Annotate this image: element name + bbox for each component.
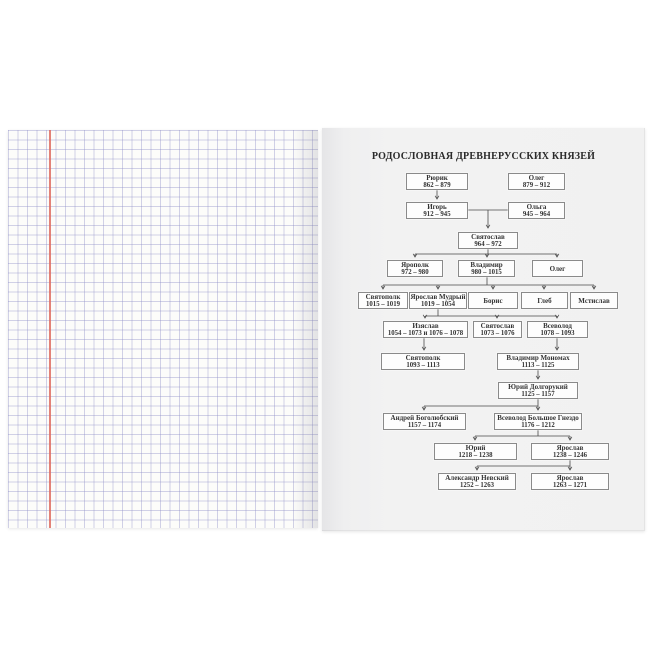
person-name: Ярополк [401,260,429,269]
person-box-svyatopolk-2 [381,353,465,370]
person-box-olga [508,202,565,219]
person-name: Всеволод [543,321,572,330]
person-box-svyatoslav-2 [473,321,522,338]
person-years: 1252 – 1263 [460,481,494,489]
person-name: Олег [549,264,566,273]
person-years: 1263 – 1271 [553,481,587,489]
person-name: Мстислав [578,296,610,305]
person-box-yaroslav-2 [531,443,609,460]
person-box-yaroslav-3 [531,473,609,490]
person-name: Ярослав Мудрый [410,292,466,301]
person-years: 1238 – 1246 [553,451,587,459]
person-box-yury [434,443,517,460]
person-name: Игорь [427,202,447,211]
person-box-vsevolod-bolshoe-gnezdo [494,413,582,430]
person-box-rurik [406,173,468,190]
person-years: 1125 – 1157 [521,390,555,398]
person-years: 1078 – 1093 [540,329,575,337]
person-box-svyatoslav-1 [458,232,518,249]
squared-paper-page [8,130,318,528]
person-name: Всеволод Большое Гнездо [497,413,579,422]
person-name: Борис [483,296,503,305]
person-box-yury-dolgoruky [498,382,578,399]
person-box-gleb [521,292,568,309]
person-name: Юрий [465,443,486,452]
page-title: РОДОСЛОВНАЯ ДРЕВНЕРУССКИХ КНЯЗЕЙ [371,151,596,162]
person-name: Александр Невский [445,473,509,482]
person-name: Ярослав [556,473,584,482]
person-name: Ярослав [556,443,584,452]
genealogy-page [322,128,645,531]
person-box-svyatopolk-1 [358,292,408,309]
person-box-alexander-nevsky [438,473,516,490]
person-box-vsevolod [527,321,588,338]
person-years: 862 – 879 [423,181,451,189]
person-name: Рюрик [426,173,448,182]
person-name: Владимир Мономах [506,353,570,362]
person-box-izyaslav [383,321,468,338]
person-years: 972 – 980 [401,268,429,276]
person-box-mstislav [570,292,618,309]
person-years: 1015 – 1019 [366,300,400,308]
person-box-vladimir-monomakh [497,353,579,370]
red-margin-line [49,130,51,528]
person-box-vladimir [458,260,515,277]
person-name: Владимир [470,260,503,269]
person-box-boris [468,292,518,309]
person-years: 1073 – 1076 [480,329,515,337]
person-name: Святослав [471,232,505,241]
person-box-igor [406,202,468,219]
person-years: 1113 – 1125 [521,361,555,369]
person-name: Святополк [365,292,401,301]
person-years: 1093 – 1113 [406,361,440,369]
person-name: Святополк [405,353,441,362]
person-years: 1176 – 1212 [521,421,555,429]
person-box-oleg-1 [508,173,565,190]
person-name: Ольга [526,202,547,211]
person-name: Глеб [537,296,552,305]
person-years: 912 – 945 [423,210,451,218]
person-box-yaroslav-mudry [409,292,467,309]
person-years: 980 – 1015 [471,268,502,276]
person-name: Юрий Долгорукий [508,382,568,391]
person-name: Олег [528,173,545,182]
person-box-yaropolk [387,260,443,277]
person-years: 1054 – 1073 и 1076 – 1078 [387,329,464,337]
person-name: Андрей Боголюбский [390,413,459,422]
person-years: 964 – 972 [474,240,502,248]
person-name: Изяслав [412,321,439,330]
person-name: Святослав [480,321,515,330]
person-years: 879 – 912 [522,181,551,189]
person-box-oleg-2 [532,260,583,277]
person-years: 945 – 964 [522,210,551,218]
person-box-andrey-bogolyubsky [383,413,466,430]
person-years: 1019 – 1054 [421,300,455,308]
person-years: 1218 – 1238 [458,451,493,459]
person-years: 1157 – 1174 [407,421,442,429]
